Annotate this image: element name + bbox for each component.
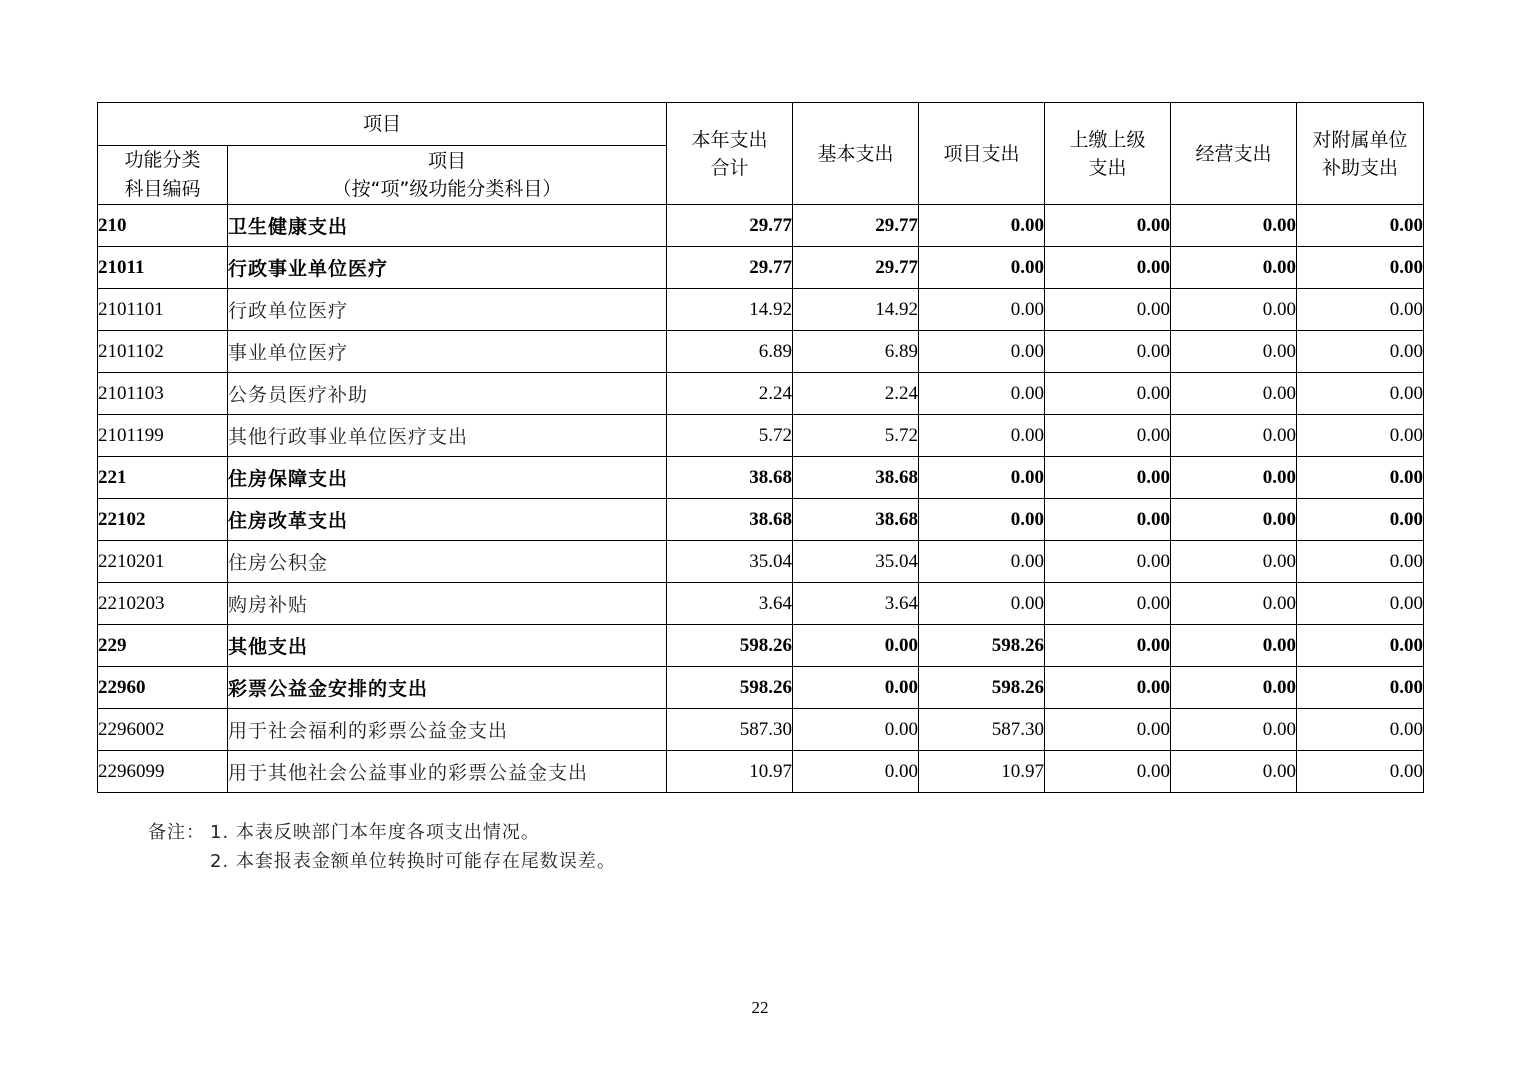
cell-business: 0.00 xyxy=(1171,289,1297,331)
header-subsidy: 对附属单位 补助支出 xyxy=(1297,103,1424,205)
table-row xyxy=(98,415,1424,457)
cell-business: 0.00 xyxy=(1171,247,1297,289)
cell-total: 6.89 xyxy=(667,331,793,373)
cell-project: 0.00 xyxy=(919,499,1045,541)
cell-basic: 5.72 xyxy=(793,415,919,457)
table-row xyxy=(98,751,1424,793)
cell-business: 0.00 xyxy=(1171,583,1297,625)
table-row xyxy=(98,373,1424,415)
cell-total: 598.26 xyxy=(667,625,793,667)
page-number: 22 xyxy=(751,998,769,1017)
table-row xyxy=(98,625,1424,667)
cell-sub: 0.00 xyxy=(1297,499,1424,541)
cell-code: 221 xyxy=(98,457,228,499)
cell-sub: 0.00 xyxy=(1297,541,1424,583)
cell-name: 其他行政事业单位医疗支出 xyxy=(228,415,667,457)
cell-name: 彩票公益金安排的支出 xyxy=(228,667,667,709)
cell-basic: 0.00 xyxy=(793,751,919,793)
table-row xyxy=(98,499,1424,541)
cell-basic: 6.89 xyxy=(793,331,919,373)
notes-label: 备注： xyxy=(148,822,205,843)
cell-upper: 0.00 xyxy=(1045,751,1171,793)
cell-project: 0.00 xyxy=(919,583,1045,625)
header-name: 项目 （按“项”级功能分类科目） xyxy=(228,146,667,205)
header-code: 功能分类 科目编码 xyxy=(98,146,228,205)
cell-project: 0.00 xyxy=(919,373,1045,415)
cell-basic: 29.77 xyxy=(793,205,919,247)
table-row xyxy=(98,541,1424,583)
cell-project: 598.26 xyxy=(919,667,1045,709)
cell-upper: 0.00 xyxy=(1045,289,1171,331)
cell-total: 14.92 xyxy=(667,289,793,331)
cell-basic: 35.04 xyxy=(793,541,919,583)
table-row xyxy=(98,247,1424,289)
cell-basic: 14.92 xyxy=(793,289,919,331)
cell-total: 3.64 xyxy=(667,583,793,625)
cell-name: 卫生健康支出 xyxy=(228,205,667,247)
cell-business: 0.00 xyxy=(1171,541,1297,583)
cell-basic: 29.77 xyxy=(793,247,919,289)
cell-sub: 0.00 xyxy=(1297,709,1424,751)
cell-upper: 0.00 xyxy=(1045,331,1171,373)
cell-business: 0.00 xyxy=(1171,499,1297,541)
cell-upper: 0.00 xyxy=(1045,205,1171,247)
cell-upper: 0.00 xyxy=(1045,499,1171,541)
cell-total: 29.77 xyxy=(667,247,793,289)
cell-total: 598.26 xyxy=(667,667,793,709)
cell-basic: 38.68 xyxy=(793,457,919,499)
header-business: 经营支出 xyxy=(1171,103,1297,205)
note-line-2: 2. 本套报表金额单位转换时可能存在尾数误差。 xyxy=(210,851,616,872)
table-row xyxy=(98,709,1424,751)
cell-project: 10.97 xyxy=(919,751,1045,793)
header-total: 本年支出 合计 xyxy=(667,103,793,205)
cell-name: 事业单位医疗 xyxy=(228,331,667,373)
cell-code: 2210201 xyxy=(98,541,228,583)
cell-sub: 0.00 xyxy=(1297,289,1424,331)
cell-code: 2296002 xyxy=(98,709,228,751)
cell-sub: 0.00 xyxy=(1297,457,1424,499)
cell-sub: 0.00 xyxy=(1297,625,1424,667)
cell-total: 29.77 xyxy=(667,205,793,247)
cell-business: 0.00 xyxy=(1171,205,1297,247)
table-row xyxy=(98,331,1424,373)
cell-business: 0.00 xyxy=(1171,709,1297,751)
table-header xyxy=(98,103,1424,205)
cell-total: 38.68 xyxy=(667,499,793,541)
cell-project: 0.00 xyxy=(919,247,1045,289)
cell-code: 2101103 xyxy=(98,373,228,415)
table-row xyxy=(98,667,1424,709)
cell-project: 0.00 xyxy=(919,457,1045,499)
cell-business: 0.00 xyxy=(1171,751,1297,793)
cell-project: 0.00 xyxy=(919,205,1045,247)
cell-name: 购房补贴 xyxy=(228,583,667,625)
note-line-1: 1. 本表反映部门本年度各项支出情况。 xyxy=(210,822,540,843)
cell-basic: 0.00 xyxy=(793,667,919,709)
cell-total: 10.97 xyxy=(667,751,793,793)
cell-name: 行政单位医疗 xyxy=(228,289,667,331)
expenditure-table xyxy=(97,102,1424,793)
cell-code: 22960 xyxy=(98,667,228,709)
cell-basic: 2.24 xyxy=(793,373,919,415)
cell-code: 210 xyxy=(98,205,228,247)
cell-business: 0.00 xyxy=(1171,331,1297,373)
cell-project: 0.00 xyxy=(919,331,1045,373)
cell-name: 其他支出 xyxy=(228,625,667,667)
table-row xyxy=(98,289,1424,331)
cell-upper: 0.00 xyxy=(1045,247,1171,289)
cell-business: 0.00 xyxy=(1171,457,1297,499)
cell-upper: 0.00 xyxy=(1045,625,1171,667)
cell-sub: 0.00 xyxy=(1297,247,1424,289)
table-row xyxy=(98,583,1424,625)
notes xyxy=(148,818,616,876)
cell-sub: 0.00 xyxy=(1297,373,1424,415)
cell-code: 229 xyxy=(98,625,228,667)
cell-project: 0.00 xyxy=(919,541,1045,583)
cell-project: 587.30 xyxy=(919,709,1045,751)
cell-basic: 38.68 xyxy=(793,499,919,541)
cell-project: 598.26 xyxy=(919,625,1045,667)
cell-name: 用于社会福利的彩票公益金支出 xyxy=(228,709,667,751)
cell-project: 0.00 xyxy=(919,289,1045,331)
header-basic: 基本支出 xyxy=(793,103,919,205)
cell-sub: 0.00 xyxy=(1297,667,1424,709)
cell-total: 35.04 xyxy=(667,541,793,583)
cell-upper: 0.00 xyxy=(1045,583,1171,625)
cell-code: 2210203 xyxy=(98,583,228,625)
cell-upper: 0.00 xyxy=(1045,457,1171,499)
cell-upper: 0.00 xyxy=(1045,415,1171,457)
cell-name: 住房保障支出 xyxy=(228,457,667,499)
header-upper: 上缴上级 支出 xyxy=(1045,103,1171,205)
cell-upper: 0.00 xyxy=(1045,667,1171,709)
cell-sub: 0.00 xyxy=(1297,415,1424,457)
cell-sub: 0.00 xyxy=(1297,331,1424,373)
cell-name: 用于其他社会公益事业的彩票公益金支出 xyxy=(228,751,667,793)
cell-name: 住房公积金 xyxy=(228,541,667,583)
cell-total: 587.30 xyxy=(667,709,793,751)
cell-code: 21011 xyxy=(98,247,228,289)
table-body xyxy=(98,205,1424,793)
header-item: 项目 xyxy=(98,103,667,146)
cell-basic: 3.64 xyxy=(793,583,919,625)
cell-upper: 0.00 xyxy=(1045,373,1171,415)
cell-code: 2101101 xyxy=(98,289,228,331)
cell-upper: 0.00 xyxy=(1045,709,1171,751)
cell-basic: 0.00 xyxy=(793,709,919,751)
cell-sub: 0.00 xyxy=(1297,205,1424,247)
header-project: 项目支出 xyxy=(919,103,1045,205)
cell-name: 住房改革支出 xyxy=(228,499,667,541)
cell-name: 公务员医疗补助 xyxy=(228,373,667,415)
cell-code: 2101199 xyxy=(98,415,228,457)
cell-business: 0.00 xyxy=(1171,373,1297,415)
cell-total: 5.72 xyxy=(667,415,793,457)
cell-business: 0.00 xyxy=(1171,415,1297,457)
table-row xyxy=(98,457,1424,499)
cell-code: 22102 xyxy=(98,499,228,541)
cell-business: 0.00 xyxy=(1171,625,1297,667)
cell-sub: 0.00 xyxy=(1297,751,1424,793)
cell-business: 0.00 xyxy=(1171,667,1297,709)
cell-name: 行政事业单位医疗 xyxy=(228,247,667,289)
cell-basic: 0.00 xyxy=(793,625,919,667)
cell-upper: 0.00 xyxy=(1045,541,1171,583)
table-row xyxy=(98,205,1424,247)
cell-code: 2296099 xyxy=(98,751,228,793)
cell-total: 38.68 xyxy=(667,457,793,499)
cell-sub: 0.00 xyxy=(1297,583,1424,625)
cell-code: 2101102 xyxy=(98,331,228,373)
cell-project: 0.00 xyxy=(919,415,1045,457)
cell-total: 2.24 xyxy=(667,373,793,415)
